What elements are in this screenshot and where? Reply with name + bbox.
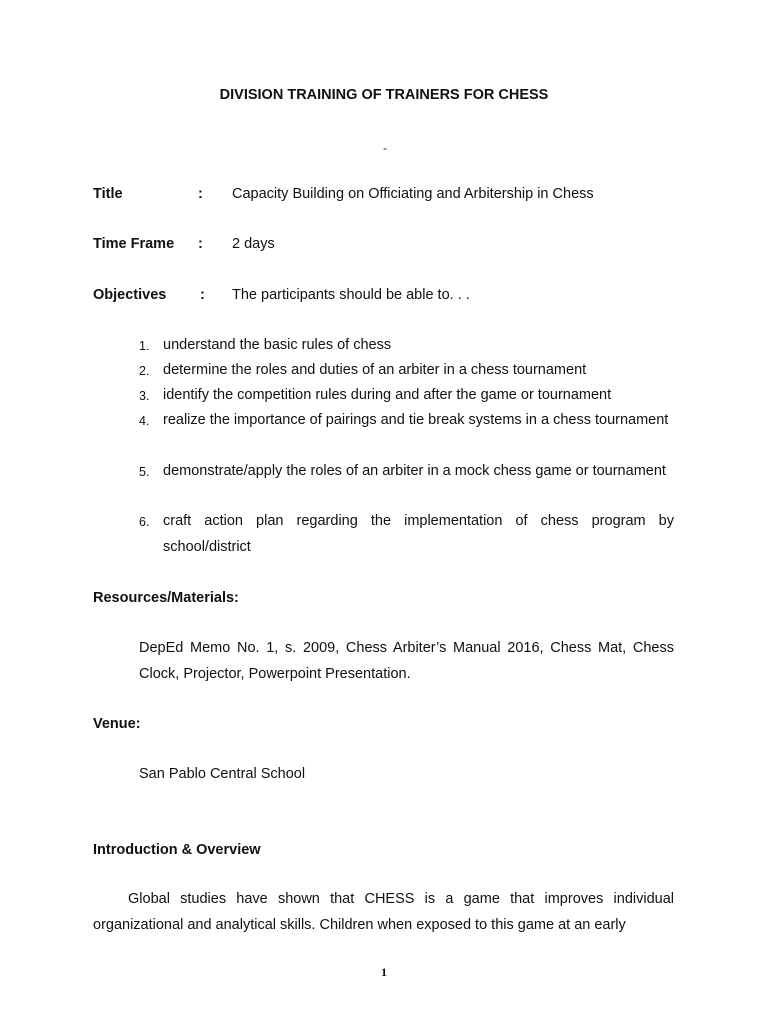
title-colon: : (198, 186, 203, 202)
objective-item: demonstrate/apply the roles of an arbiter in a mock chess game or tournament (163, 463, 666, 479)
objective-number: 2. (139, 364, 150, 378)
title-value: Capacity Building on Officiating and Arbitership in Chess (232, 186, 594, 202)
objective-item: determine the roles and duties of an arbiter in a chess tournament (163, 362, 587, 378)
intro-heading: Introduction & Overview (93, 842, 261, 858)
title-label: Title (93, 186, 123, 202)
objective-item: understand the basic rules of chess (163, 337, 392, 353)
objectives-label: Objectives (93, 287, 167, 303)
resources-text: DepEd Memo No. 1, s. 2009, Chess Arbiter’s Manual 2016, Chess Mat, Chess Clock, Projector, Powerpoint Presentation. (139, 640, 674, 682)
objective-item: craft action plan regarding the implementation of chess program by school/district (163, 513, 674, 555)
timeframe-colon: : (198, 236, 203, 252)
objective-number: 4. (139, 414, 150, 428)
document-title: DIVISION TRAINING OF TRAINERS FOR CHESS (219, 87, 549, 103)
objective-number: 1. (139, 339, 150, 353)
resources-heading: Resources/Materials: (93, 590, 239, 606)
timeframe-label: Time Frame (93, 236, 175, 252)
dash-mark: - (383, 141, 387, 155)
intro-paragraph: Global studies have shown that CHESS is a game that improves individual organizational and analytical skills. Children when exposed to this game at an early (93, 891, 674, 933)
objectives-colon: : (200, 287, 205, 303)
objective-number: 6. (139, 515, 150, 529)
objective-number: 5. (139, 465, 150, 479)
objectives-value: The participants should be able to. . . (232, 287, 470, 303)
venue-text: San Pablo Central School (139, 766, 306, 782)
timeframe-value: 2 days (232, 236, 275, 252)
page-number: 1 (381, 965, 387, 979)
objective-item: identify the competition rules during and after the game or tournament (163, 387, 612, 403)
objective-item: realize the importance of pairings and tie break systems in a chess tournament (163, 412, 669, 428)
venue-heading: Venue: (93, 716, 141, 732)
objective-number: 3. (139, 389, 150, 403)
